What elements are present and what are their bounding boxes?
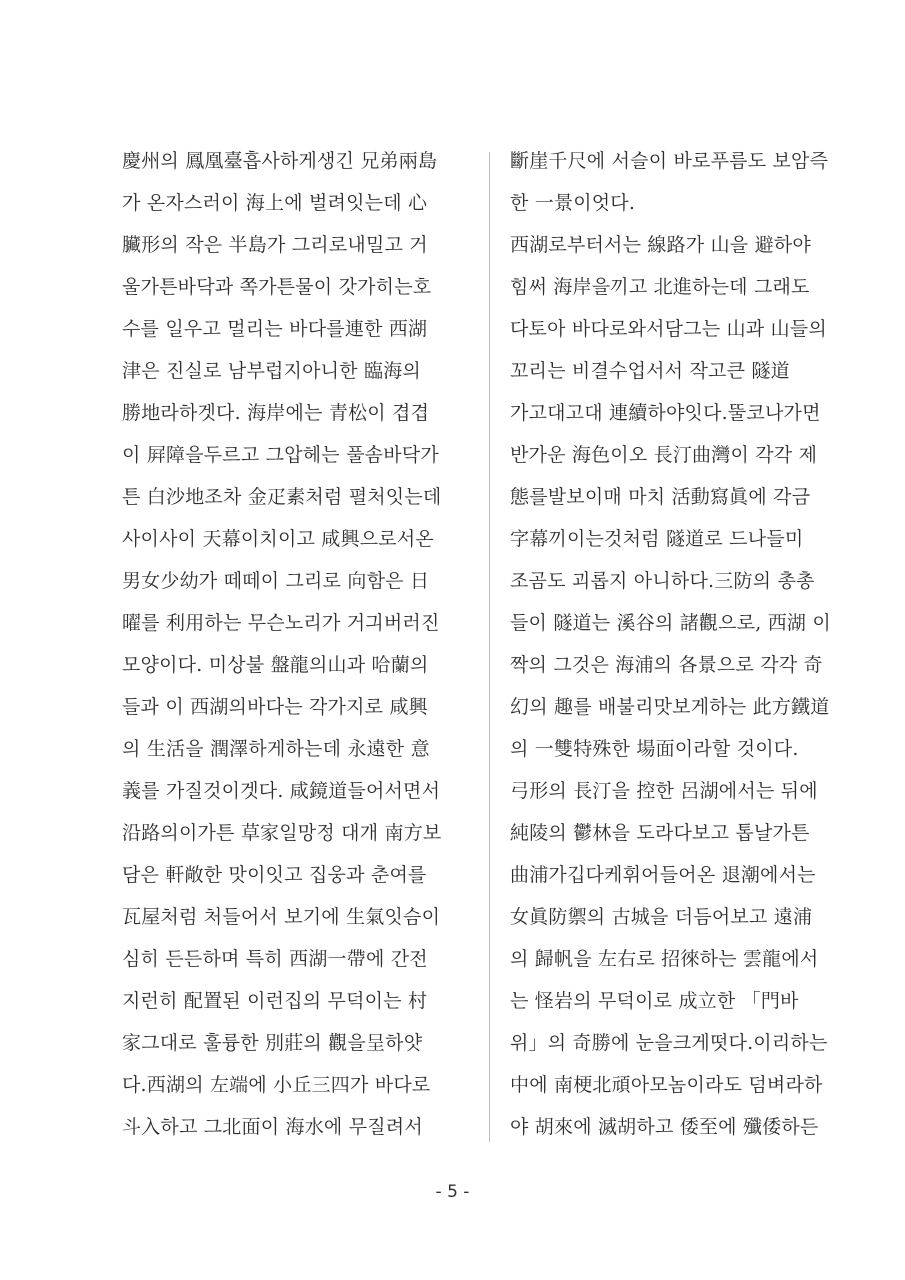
- text-line: 사이사이 天幕이치이고 咸興으로서온: [122, 528, 434, 550]
- text-line: 의 歸帆을 左右로 招徠하는 雲龍에서: [510, 948, 819, 970]
- text-line: 弓形의 長汀을 控한 呂湖에서는 뒤에: [510, 780, 818, 802]
- text-line: 가고대고대 連續하야잇다.뚤코나가면: [510, 402, 821, 424]
- text-line: 幻의 趣를 배불리맛보게하는 此方鐵道: [510, 696, 830, 718]
- text-line: 西湖로부터서는 線路가 山을 避하야: [510, 234, 811, 256]
- text-line: 조곰도 괴롭지 아니하다.三防의 총총: [510, 570, 815, 592]
- text-line: 가 온자스러이 海上에 벌려잇는데 心: [122, 192, 428, 214]
- text-line: 위」의 奇勝에 눈을크게떳다.이리하는: [510, 1032, 828, 1054]
- text-line: 慶州의 鳳凰臺흡사하게생긴 兄弟兩島: [122, 150, 438, 172]
- text-line: 沿路의이가튼 草家일망정 대개 南方보: [122, 822, 442, 844]
- text-line: 字幕끼이는것처럼 隧道로 드나들미: [510, 528, 804, 550]
- left-text-column: [122, 140, 472, 1148]
- text-line: 힘써 海岸을끼고 北進하는데 그래도: [510, 276, 810, 298]
- text-line: 態를발보이매 마치 活動寫眞에 각금: [510, 486, 811, 508]
- text-line: 男女少幼가 떼떼이 그리로 向함은 日: [122, 570, 430, 592]
- text-line: 中에 南梗北頑아모놈이라도 덤벼라하: [510, 1074, 823, 1096]
- text-line: 曲浦가깁다케휘어들어온 退潮에서는: [510, 864, 816, 886]
- text-line: 女眞防禦의 古城을 더듬어보고 遠浦: [510, 906, 813, 928]
- text-line: 들과 이 西湖의바다는 각가지로 咸興: [122, 696, 428, 718]
- text-line: 다토아 바다로와서담그는 山과 山들의: [510, 318, 827, 340]
- text-line: 義를 가질것이겟다. 咸鏡道들어서면서: [122, 780, 441, 802]
- text-line: 들이 隧道는 溪谷의 諸觀으로, 西湖 이: [510, 612, 831, 634]
- text-line: 울가튼바닥과 쪽가튼물이 갓가히는호: [122, 276, 432, 298]
- text-line: 純陵의 鬱林을 도라다보고 톱날가튼: [510, 822, 810, 844]
- text-line: 의 一雙特殊한 場面이라할 것이다.: [510, 738, 799, 760]
- text-line: 臟形의 작은 半島가 그리로내밀고 거: [122, 234, 428, 256]
- text-line: 담은 軒敞한 맛이잇고 집웅과 춘여를: [122, 864, 427, 886]
- text-line: 斗入하고 그北面이 海水에 무질려서: [122, 1116, 423, 1138]
- text-line: 심히 든든하며 특히 西湖一帶에 간전: [122, 948, 428, 970]
- text-line: 모양이다. 미상불 盤龍의山과 哈蘭의: [122, 654, 429, 676]
- text-line: 勝地라하겟다. 海岸에는 青松이 겹겹: [122, 402, 430, 424]
- text-line: 이 屛障을두르고 그압헤는 풀솜바닥가: [122, 444, 439, 466]
- text-line: 꼬리는 비결수업서서 작고큰 隧道: [510, 360, 790, 382]
- text-line: 짝의 그것은 海浦의 各景으로 각각 奇: [510, 654, 823, 676]
- column-divider: [489, 152, 490, 1142]
- text-line: 야 胡來에 滅胡하고 倭至에 殲倭하든: [510, 1116, 819, 1138]
- text-line: 津은 진실로 남부럽지아니한 臨海의: [122, 360, 421, 382]
- text-line: 는 怪岩의 무덕이로 成立한 「門바: [510, 990, 799, 1012]
- right-text-column: [510, 140, 860, 1148]
- text-line: 斷崖千尺에 서슬이 바로푸름도 보암즉: [510, 150, 829, 172]
- text-line: 의 生活을 潤澤하게하는데 永遠한 意: [122, 738, 430, 760]
- text-line: 튼 白沙地조차 金疋素처럼 펼처잇는데: [122, 486, 442, 508]
- text-line: 한 一景이엇다.: [510, 192, 636, 214]
- text-line: 瓦屋처럼 처들어서 보기에 生氣잇슴이: [122, 906, 441, 928]
- text-line: 수를 일우고 멀리는 바다를連한 西湖: [122, 318, 428, 340]
- text-line: 曜를 利用하는 무슨노리가 거긔버러진: [122, 612, 440, 634]
- text-line: 다.西湖의 左端에 小丘三四가 바다로: [122, 1074, 431, 1096]
- text-line: 반가운 海色이오 長汀曲灣이 각각 제: [510, 444, 818, 466]
- text-line: 家그대로 훌륭한 別莊의 觀을呈하얏: [122, 1032, 423, 1054]
- text-line: 지런히 配置된 이런집의 무덕이는 村: [122, 990, 428, 1012]
- page-number: - 5 -: [435, 1182, 470, 1202]
